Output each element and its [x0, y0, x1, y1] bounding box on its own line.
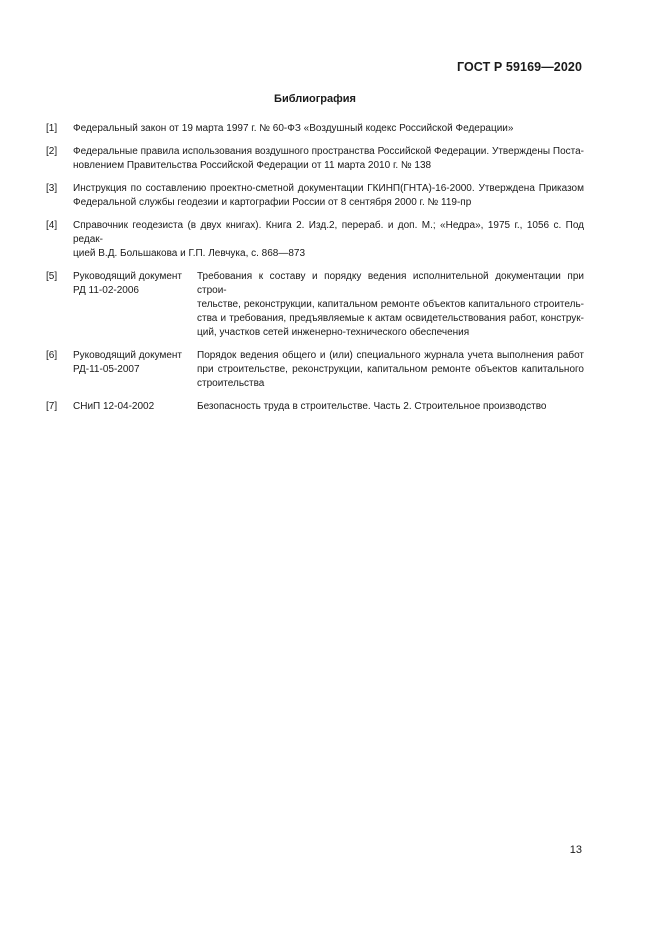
- entry-number: [2]: [46, 146, 58, 157]
- description-line: Безопасность труда в строительстве. Часть 2. Строительное производство: [197, 401, 547, 412]
- entry-description: [197, 400, 584, 414]
- entry-document: [73, 270, 197, 340]
- bibliography-entry-1: [46, 122, 584, 136]
- description-line: ства и требования, предъявляемые к актам освидетельствования работ, конструк-: [197, 313, 584, 324]
- document-line: РД-11-05-2007: [73, 364, 140, 375]
- entry-document: [73, 349, 197, 391]
- section-title: Библиография: [274, 93, 356, 105]
- document-line: РД 11-02-2006: [73, 285, 139, 296]
- document-line: Руководящий документ: [73, 350, 182, 361]
- bibliography-entry-7: [46, 400, 584, 414]
- bibliography-entry-5: [46, 270, 584, 340]
- entry-line: Федеральный закон от 19 марта 1997 г. № 60-ФЗ «Воздушный кодекс Российской Федерации»: [73, 123, 514, 134]
- entry-description: [197, 349, 584, 391]
- entry-text: [73, 122, 584, 136]
- entry-line: Федеральной службы геодезии и картографии России от 8 сентября 2000 г. № 119-пр: [73, 197, 472, 208]
- entry-line: Справочник геодезиста (в двух книгах). Книга 2. Изд.2, перераб. и доп. М.; «Недра», 1975 г., 1056 с. Под редак-: [73, 220, 584, 245]
- description-line: тельстве, реконструкции, капитальном ремонте объектов капитального строитель-: [197, 299, 584, 310]
- entry-text: [73, 219, 584, 261]
- bibliography-entry-6: [46, 349, 584, 391]
- entry-number: [4]: [46, 220, 58, 231]
- entry-description: [197, 270, 584, 340]
- entry-document: [73, 400, 197, 414]
- entry-number: [7]: [46, 401, 58, 412]
- description-line: Требования к составу и порядку ведения исполнительной документации при строи-: [197, 271, 584, 296]
- page-number: 13: [569, 844, 582, 856]
- entry-number: [3]: [46, 183, 58, 194]
- entry-line: цией В.Д. Большакова и Г.П. Левчука, с. 868—873: [73, 248, 306, 259]
- description-line: Порядок ведения общего и (или) специального журнала учета выполнения работ: [197, 350, 584, 361]
- bibliography-list: [46, 122, 584, 423]
- bibliography-entry-3: [46, 182, 584, 210]
- description-line: ций, участков сетей инженерно-технического обеспечения: [197, 327, 470, 338]
- bibliography-entry-2: [46, 145, 584, 173]
- entry-text: [73, 182, 584, 210]
- entry-number: [5]: [46, 271, 58, 282]
- entry-number: [6]: [46, 350, 58, 361]
- description-line: при строительстве, реконструкции, капитальном ремонте объектов капитального: [197, 364, 584, 375]
- document-code: ГОСТ Р 59169—2020: [456, 60, 582, 74]
- document-line: СНиП 12-04-2002: [73, 401, 155, 412]
- entry-number: [1]: [46, 123, 58, 134]
- entry-text: [73, 145, 584, 173]
- description-line: строительства: [197, 378, 265, 389]
- entry-line: Федеральные правила использования воздушного пространства Российской Федерации. Утверждены Поста-: [73, 146, 584, 157]
- bibliography-entry-4: [46, 219, 584, 261]
- document-line: Руководящий документ: [73, 271, 182, 282]
- entry-line: новлением Правительства Российской Федерации от 11 марта 2010 г. № 138: [73, 160, 432, 171]
- entry-line: Инструкция по составлению проектно-сметной документации ГКИНП(ГНТА)-16-2000. Утверждена Приказом: [73, 183, 584, 194]
